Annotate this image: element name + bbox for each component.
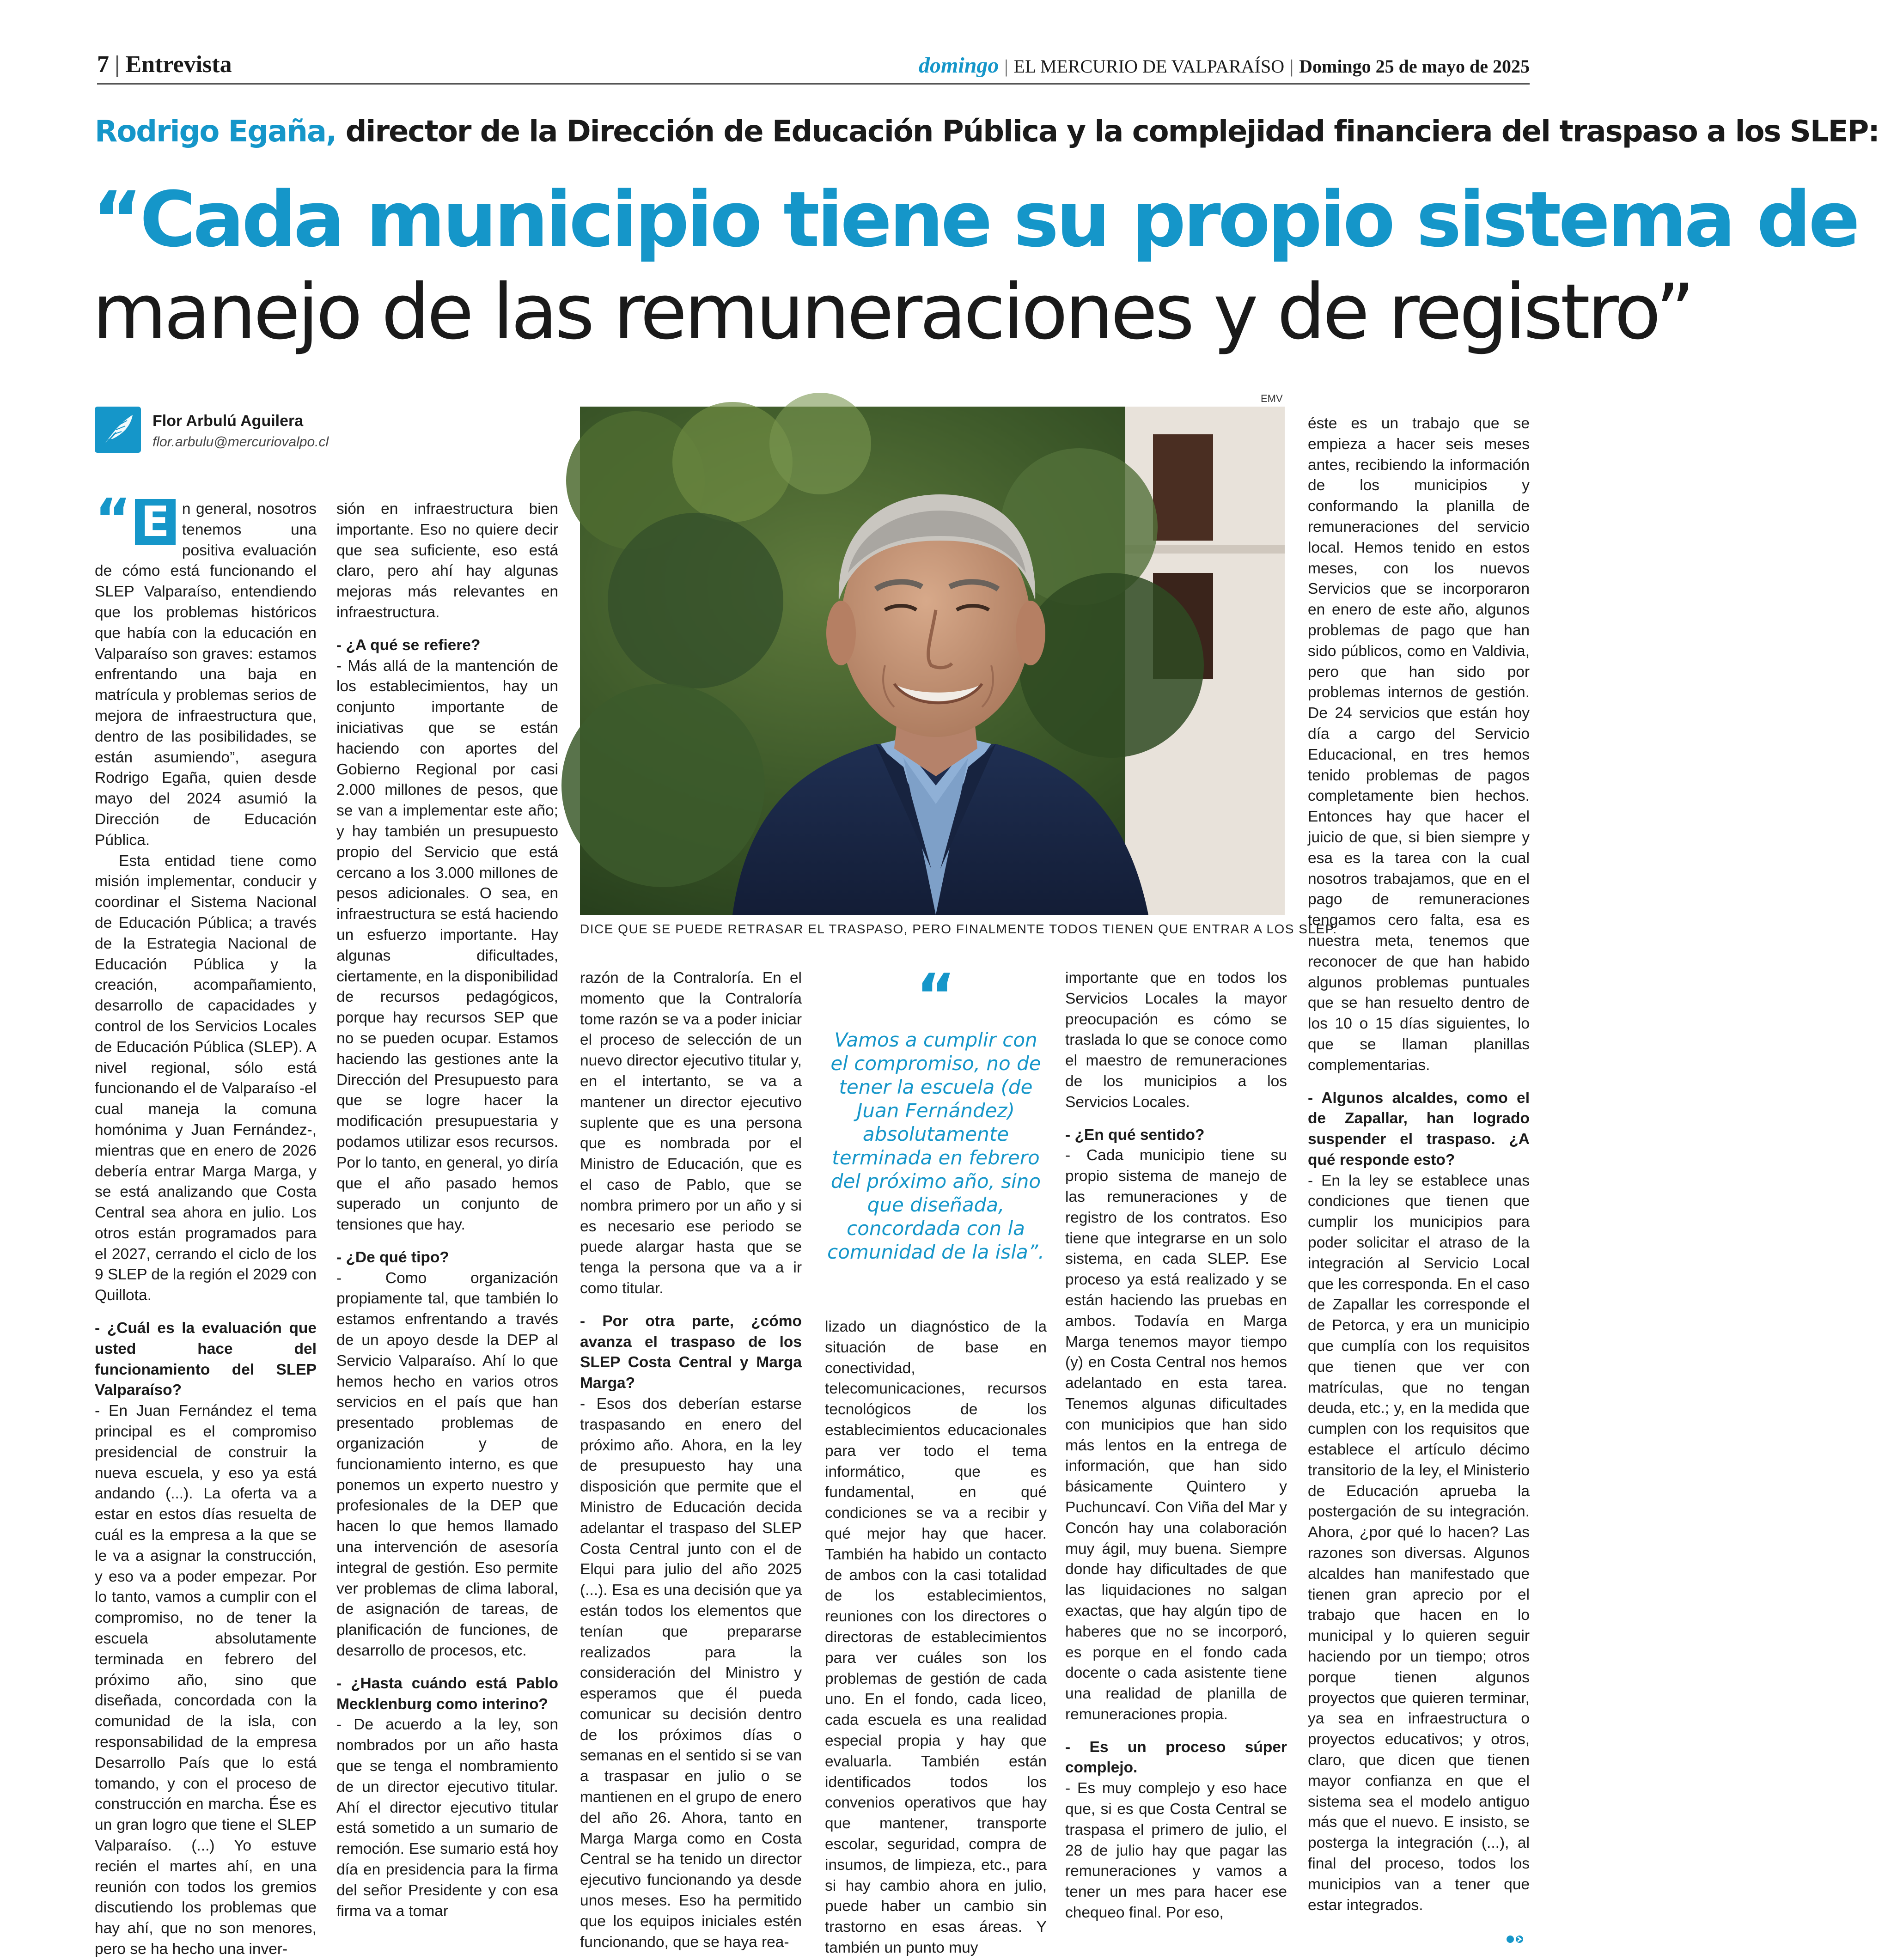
page-number: 7 xyxy=(97,51,109,78)
interview-question: - ¿En qué sentido? xyxy=(1065,1126,1205,1144)
interview-answer-continued: sión en infraestructura bien importante. Eso no quiere decir que sea suficiente, eso está claro, pero ahí hay algunas mejoras más relevantes en infraestructura. xyxy=(336,500,558,621)
interview-question: - Es un proceso súper complejo. xyxy=(1065,1738,1287,1777)
issue-date: Domingo 25 de mayo de 2025 xyxy=(1299,56,1530,77)
divider: | xyxy=(1290,56,1294,77)
interview-question: - ¿Cuál es la evaluación que usted hace del funcionamiento del SLEP Valparaíso? xyxy=(95,1320,317,1399)
byline xyxy=(95,407,354,462)
interview-answer: - Más allá de la mantención de los establecimientos, hay un conjunto importante de iniciativas que se están haciendo con aportes del Gobierno Regional por casi 2.000 millones de pesos, que se van a implementar este año; y hay también un presupuesto propio del Servicio que está cercano a los 3.000 millones de pesos adicionales. O sea, en infraestructura se está haciendo un esfuerzo importante. Hay algunas dificultades, ciertamente, en la disponibilidad de recursos pedagógicos, porque hay recursos SEP que no se pueden ocupar. Estamos haciendo las gestiones ante la Dirección del Presupuesto para que se logre hacer la modificación presupuestaria y podamos utilizar esos recursos. Por lo tanto, en general, yo diría que el año pasado hemos superado un conjunto de tensiones que hay. xyxy=(336,657,558,1234)
interview-question: - Algunos alcaldes, como el de Zapallar, han logrado suspender el traspaso. ¿A qué responde esto? xyxy=(1308,1089,1530,1169)
interview-question: - ¿De qué tipo? xyxy=(336,1248,449,1266)
pull-quote xyxy=(825,961,1047,1303)
quote-mark-icon: “ xyxy=(916,961,956,1031)
quote-mark-icon: “ xyxy=(95,487,131,552)
article-column-5 xyxy=(1065,968,1287,1923)
masthead-info xyxy=(919,53,1530,78)
kicker-name: Rodrigo Egaña, xyxy=(95,115,336,149)
divider: | xyxy=(1004,56,1008,77)
interview-answer: - En Juan Fernández el tema principal es el compromiso presidencial de construir la nueva escuela, y eso ya está andando (...). La oferta va a estar en estos días resuelta de cuál es la empresa a la que se le va a asignar la construcción, y eso va a poder empezar. Por lo tanto, vamos a cumplir con el compromiso, no de tener la escuela absolutamente terminada en febrero del próximo año, sino que diseñada, concordada con la comunidad de la isla, con responsabilidad de la empresa Desarrollo País que lo está tomando, y con el proceso de construcción en marcha. Ése es un gran logro que tiene el SLEP Valparaíso. (...) Yo estuve recién el martes ahí, en una reunión con todos los gremios discutiendo los problemas que hay ahí, que no son menores, pero se ha hecho una inver- xyxy=(95,1402,317,1958)
interview-question: - ¿A qué se refiere? xyxy=(336,636,481,654)
author-email[interactable]: flor.arbulu@mercuriovalpo.cl xyxy=(153,434,329,450)
interview-answer: - Cada municipio tiene su propio sistema de manejo de las remuneraciones y de registro de los contratos. Eso tiene que integrarse en un solo sistema, en cada SLEP. Ese proceso ya está realizado y se están haciendo las pruebas en ambos. Todavía en Marga Marga tenemos mayor tiempo (y) en Costa Central nos hemos adelantado en esta tarea. Tenemos algunas dificultades con municipios que han sido más lentos en la entrega de información, que han sido básicamente Quintero y Puchuncaví. Con Viña del Mar y Concón hay una colaboración muy ágil, muy buena. Siempre donde hay dificultades de que las liquidaciones no salgan exactas, que hay algún tipo de haberes que no se incorporó, es porque en el fondo cada docente o cada asistente tiene una realidad de planilla de remuneraciones propia. xyxy=(1065,1147,1287,1723)
portrait-photo xyxy=(580,407,1285,915)
photo-credit: EMV xyxy=(1261,393,1283,404)
interview-answer: - En la ley se establece unas condiciones que tienen que cumplir los municipios para poder solicitar el atraso de la integración al Servicio Local que les corresponda. En el caso de Zapallar les corresponde el de Petorca, y era un municipio que cumplía con los requisitos que tienen que ver con matrículas, que no tengan deuda, etc.; y, en la medida que cumplen con los requisitos que establece el artículo décimo transitorio de la ley, el Ministerio de Educación aprueba la postergación de su integración. Ahora, ¿por qué lo hacen? Las razones son diversas. Algunos alcaldes han manifestado que tienen gran aprecio por el trabajo que hacen en lo municipal y lo quieren seguir haciendo por un tiempo; otros porque tienen algunos proyectos que quieren terminar, ya sea en infraestructura o proyectos educativos; y otros, claro, que dicen que tienen mayor confianza en que el sistema sea el modelo antiguo más que el nuevo. E insisto, se posterga la integración (...), al final del proceso, todos los municipios van a tener que estar integrados. xyxy=(1308,1172,1530,1914)
interview-answer-continued: importante que en todos los Servicios Locales la mayor preocupación es cómo se traslada lo que se conoce como el maestro de remuneraciones de los municipios a los Servicios Locales. xyxy=(1065,969,1287,1111)
interview-answer-continued: éste es un trabajo que se empieza a hacer seis meses antes, recibiendo la información de los municipios y conformando la planilla de remuneraciones del servicio local. Hemos tenido en estos meses, con los nuevos Servicios que se incorporaron en enero de este año, algunos problemas de pago que han sido públicos, como en Valdivia, pero que han sido por problemas internos de gestión. De 24 servicios que están hoy día a cargo del Servicio Educacional, en tres hemos tenido problemas de pagos completamente bien hechos. Entonces hay que hacer el juicio de que, si bien siempre y esa es la tarea con la cual nosotros trabajamos, que en el pago de remuneraciones tengamos cero falta, esa es nuestra meta, tenemos que reconocer de que han habido algunos problemas puntuales que se han resuelto dentro de los 10 o 15 días siguientes, lo que se llaman planillas complementarias. xyxy=(1308,415,1530,1074)
kicker-text: director de la Dirección de Educación Pública y la complejidad financiera del traspaso a los SLEP: xyxy=(336,115,1879,149)
interview-question: - ¿Hasta cuándo está Pablo Mecklenburg como interino? xyxy=(336,1674,558,1713)
interview-question: - Por otra parte, ¿cómo avanza el traspaso de los SLEP Costa Central y Marga Marga? xyxy=(580,1312,802,1392)
interview-answer-continued: lizado un diagnóstico de la situación de base en conectividad, telecomunicaciones, recursos tecnológicos de los establecimientos educacionales para ver todo el tema informático, que es fundamental, en qué condiciones se va a recibir y qué mejor hay que hacer. También ha habido un contacto de ambos con la casi totalidad de los establecimientos, reuniones con los directores o directoras de establecimientos para ver cuáles son los problemas de gestión de cada uno. En el fondo, cada liceo, cada escuela es una realidad especial propia y hay que evaluarla. También están identificados todos los convenios operativos que hay que mantener, transporte escolar, seguridad, compra de insumos, de limpieza, etc., para si hay cambio ahora en julio, puede haber un cambio sin trastorno en esas áreas. Y también un punto muy xyxy=(825,1318,1047,1956)
photo-caption: DICE QUE SE PUEDE RETRASAR EL TRASPASO, PERO FINALMENTE TODOS TIENEN QUE ENTRAR A LOS SLEP. xyxy=(580,922,1337,936)
author-name: Flor Arbulú Aguilera xyxy=(153,412,304,430)
interview-answer-continued: razón de la Contraloría. En el momento que la Contraloría tome razón se va a poder iniciar el proceso de selección de un nuevo director ejecutivo titular y, en el intertanto, se va a mantener un director ejecutivo suplente que es una persona que es nombrada por el Ministro de Educación, que es el caso de Pablo, que se nombra primero por un año y si es necesario ese periodo se puede alargar hasta que se tenga la persona que va a ir como titular. xyxy=(580,969,802,1297)
interview-answer: - Como organización propiamente tal, que también lo estamos enfrentando a través de un apoyo desde la DEP al Servicio Valparaíso. Ahí lo que hemos hecho en varios otros servicios en el país que han presentado problemas de organización y de funcionamiento interno, es que ponemos un experto nuestro y profesionales de la DEP que hacen lo que hemos llamado una intervención de asesoría integral de gestión. Eso permite ver problemas de clima laboral, de asignación de tareas, de planificación de funciones, de desarrollo de procesos, etc. xyxy=(336,1269,558,1660)
article-column-4 xyxy=(825,1317,1047,1959)
interview-answer: - Esos dos deberían estarse traspasando en enero del próximo año. Ahora, en la ley de presupuesto hay una disposición que permite que el Ministro de Educación decida adelantar el traspaso del SLEP Costa Central junto con el de Elqui para julio del año 2025 (...). Esa es una decisión que ya están todos los elementos que tenían que prepararse realizados para la consideración del Ministro y esperamos que él pueda comunicar su decisión dentro de los próximos días o semanas en el sentido si se van a traspasar en julio o se mantienen en el grupo de enero del año 26. Ahora, tanto en Marga Marga como en Costa Central se ha tenido un director ejecutivo funcionando ya desde unos meses. Eso ha permitido que los equipos iniciales estén funcionando, que se haya rea- xyxy=(580,1395,802,1951)
kicker xyxy=(95,111,1879,152)
section-label xyxy=(97,51,232,78)
interview-answer: - De acuerdo a la ley, son nombrados por un año hasta que se tenga el nombramiento de un director ejecutivo titular. Ahí el director ejecutivo titular está sometido a un sumario de remoción. Ese sumario está hoy día en presidencia para la firma del señor Presidente y con esa firma va a tomar xyxy=(336,1716,558,1920)
newspaper-name: EL MERCURIO DE VALPARAÍSO xyxy=(1013,56,1285,77)
brand-logo: domingo xyxy=(919,53,999,78)
continuation-arrow-icon xyxy=(1506,1934,1526,1947)
interview-answer: - Es muy complejo y eso hace que, si es que Costa Central se traspasa el primero de julio, el 28 de julio hay que pagar las remuneraciones y vamos a tener un mes para hacer ese chequeo final. Por eso, xyxy=(1065,1780,1287,1922)
quill-icon xyxy=(95,407,141,453)
article-column-6 xyxy=(1308,414,1530,1916)
article-column-2 xyxy=(336,499,558,1922)
page-header xyxy=(97,46,1530,85)
divider: | xyxy=(115,51,120,78)
intro-paragraph: n general, nosotros tenemos una positiva evaluación de cómo está funcionando el SLEP Valparaíso, entendiendo que los problemas históricos que había con la educación en Valparaíso son graves: estamos enfrentando una baja en matrícula y problemas serios de mejora de infraestructura que, dentro de las posibilidades, se están asumiendo”, asegura Rodrigo Egaña, quien desde mayo del 2024 asumió la Dirección de Educación Pública. xyxy=(95,500,317,849)
article-column-1 xyxy=(95,487,317,1960)
headline-line-1: “Cada municipio tiene su propio sistema de xyxy=(92,175,1858,264)
article-column-3 xyxy=(580,968,802,1953)
section-name: Entrevista xyxy=(125,51,232,78)
pull-quote-text: Vamos a cumplir con el compromiso, no de tener la escuela (de Juan Fernández) absolutamente terminada en febrero del próximo año, sino que diseñada, concordada con la comunidad de la isla”. xyxy=(827,1029,1044,1263)
body-paragraph: Esta entidad tiene como misión implementar, conducir y coordinar el Sistema Nacional de Educación Pública; a través de la Estrategia Nacional de Educación Pública y la creación, acompañamiento, desarrollo de capacidades y control de los Servicios Locales de Educación Pública (SLEP). A nivel regional, sólo está funcionando el de Valparaíso -el cual maneja la comuna homónima y Juan Fernández-, mientras que en enero de 2026 debería entrar Marga Marga, y se está analizando que Costa Central sea ahora en julio. Los otros están programados para el 2027, cerrando el ciclo de los 9 SLEP de la región el 2029 con Quillota. xyxy=(95,852,317,1304)
drop-cap: E xyxy=(135,499,176,545)
headline-line-2: manejo de las remuneraciones y de registro” xyxy=(92,268,1692,356)
